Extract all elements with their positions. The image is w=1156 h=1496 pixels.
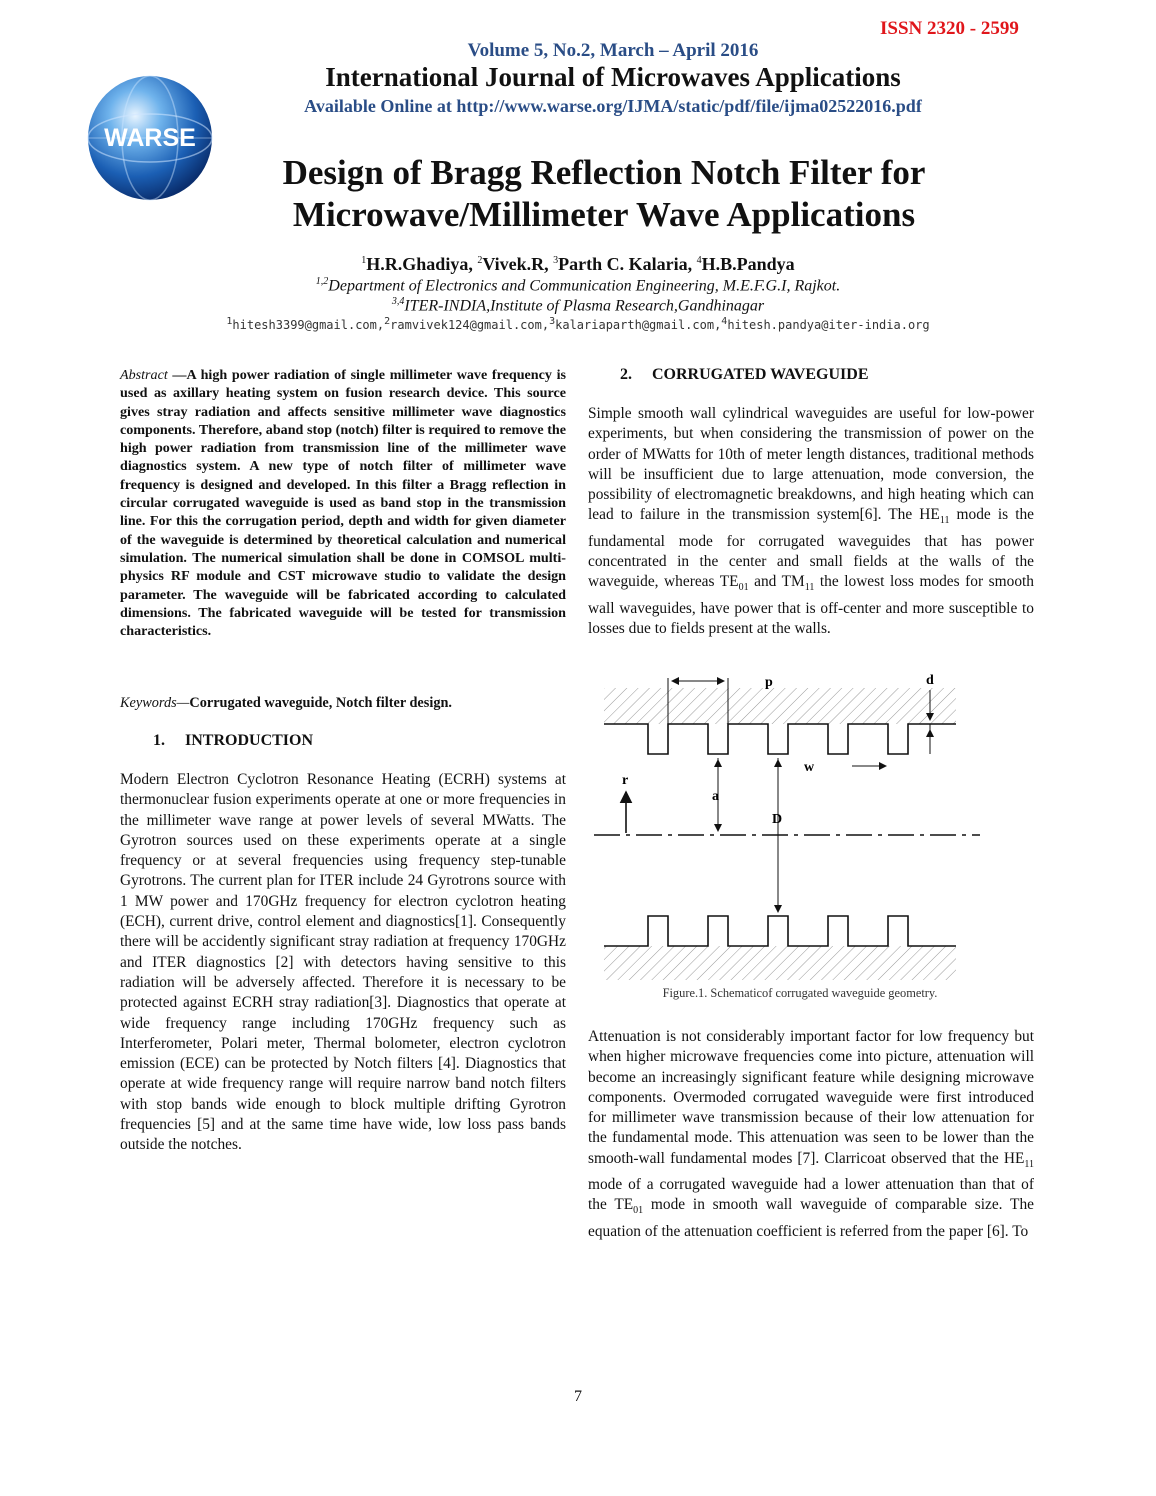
keywords-text: Corrugated waveguide, Notch filter design. <box>189 695 452 711</box>
section-heading-corrugated-waveguide: 2. CORRUGATED WAVEGUIDE <box>620 366 869 383</box>
affiliation-1: $^{1,2}$Department of Electronics and Communication Engineering, M.E.F.G.I, Rajkot. <box>315 276 841 295</box>
keywords <box>120 695 566 712</box>
corrugated-waveguide-figure <box>590 668 985 980</box>
author-4: H.B.Pandya <box>701 254 795 274</box>
section-heading-introduction: 1. INTRODUCTION <box>153 732 314 749</box>
label-w: w <box>804 760 815 775</box>
title-line-2: Microwave/Millimeter Wave Applications <box>292 195 916 234</box>
volume-info: Volume 5, No.2, March – April 2016 <box>467 40 759 61</box>
label-r: r <box>622 773 629 788</box>
author-1: H.R.Ghadiya, <box>366 254 478 274</box>
corrugated-waveguide-text: Simple smooth wall cylindrical waveguides are useful for low-power experiments, but when considering the transmission of power on the order of MWatts for 10th of meter length distances, traditional methods will be insufficient due to large attenuation, mode conversion, the possibility of electromagnetic breakdowns, and high heating which can lead to failure in the transmission system[6]. The $HE_{11}$ mode is the fundamental mode for corrugated waveguides that has power concentrated in the center and small fields at the walls of the waveguide, whereas $TE_{01}$ and $TM_{11}$ the lowest loss modes for smooth wall waveguides, have power that is off-center and more susceptible to losses due to fields present at the walls. <box>588 405 1034 638</box>
author-emails: $^1$hitesh3399@gmail.com,$^2$ramvivek124@gmail.com,$^3$kalariaparth@gmail.com,$^4$hitesh.pandya@iter-india.org <box>226 316 930 332</box>
page-number: 7 <box>574 1388 582 1405</box>
abstract-label: Abstract <box>120 367 168 383</box>
introduction-text: Modern Electron Cyclotron Resonance Heating (ECRH) systems at thermonuclear fusion experiments operate at one or more frequencies in the millimeter wave range at power levels of several MWatts. The Gyrotron sources used on these experiments operate at a single frequency or at several frequencies using frequency step-tunable Gyrotrons. The current plan for ITER include 24 Gyrotrons source with 1 MW power and 170GHz frequency for electron cyclotron heating (ECH), current drive, control element and diagnostics[1]. Consequently there will be accidently significant stray radiation at frequency 170GHz and ITER diagnostics [2] with detectors having sensitive to this radiation will be adversely affected. Therefore it is necessary to be protected against ECRH stray radiation[3]. Diagnostics that operate at wide frequency range including 170GHz frequency such as Interferometer, Polari meter, Thermal bolometer, electron cyclotron emission (ECE) can be protected by Notch filters [4]. Diagnostics that operate at wide frequency range will require narrow band notch filters with stop bands wide enough to block multiple drifting Gyrotron frequencies [5] and at the same time have wide, low loss pass bands outside the notches. <box>120 771 566 1154</box>
issn: ISSN 2320 - 2599 <box>880 18 1019 39</box>
abstract-text: —A high power radiation of single millimeter wave frequency is used as axillary heating system on fusion research device. This source gives stray radiation and affects sensitive millimeter wave diagnostics components. Therefore, aband stop (notch) filter is required to remove the high power radiation from transmission line of the millimeter wave diagnostics system. A new type of notch filter of millimeter wave frequency is designed and developed. In this filter a Bragg reflection in circular corrugated waveguide is used as band stop in the transmission line. For this the corrugation period, depth and width for given diameter of the waveguide is determined by theoretical calculation and numerical simulation. The numerical simulation shall be done in COMSOL multi-physics RF module and CST microwave studio to validate the design parameter. The waveguide will be fabricated according to calculated dimensions. The fabricated waveguide will be tested for transmission characteristics. <box>120 367 566 640</box>
email-3: kalariaparth@gmail.com, <box>555 318 722 332</box>
email-1: hitesh3399@gmail.com, <box>232 318 385 332</box>
email-4: hitesh.pandya@iter-india.org <box>727 318 930 332</box>
author-4-sup: 4 <box>696 255 702 266</box>
author-3: Parth C. Kalaria, <box>558 254 697 274</box>
authors <box>0 254 1156 275</box>
lower-wall-hatch <box>604 946 956 980</box>
author-3-sup: 3 <box>553 255 559 266</box>
author-1-sup: 1 <box>361 255 367 266</box>
paper-title <box>0 152 1156 236</box>
attenuation-text: Attenuation is not considerably important factor for low frequency but when higher microwave frequencies come into picture, attenuation will become an increasingly significant feature while designing microwave components. Overmoded corrugated waveguide were first introduced for millimeter wave transmission because of their low attenuation for the fundamental mode. This attenuation was seen to be lower than the smooth-wall fundamental modes [7]. Clarricoat observed that the $HE_{11}$ mode of a corrugated waveguide had a lower attenuation than that of the $TE_{01}$ mode in smooth wall waveguide of comparable size. The equation of the attenuation coefficient is referred from the paper [6]. To <box>588 1028 1034 1240</box>
label-p: p <box>765 675 773 690</box>
upper-wall-hatch <box>604 688 956 724</box>
title-line-1: Design of Bragg Reflection Notch Filter for <box>282 153 926 192</box>
label-a: a <box>712 789 719 804</box>
label-d: d <box>926 673 934 688</box>
journal-name: International Journal of Microwaves Applications <box>325 62 901 92</box>
abstract <box>120 366 566 640</box>
figure-caption: Figure.1. Schematicof corrugated waveguide geometry. <box>662 986 938 1000</box>
affiliation-2: $^{3,4}$ITER-INDIA,Institute of Plasma Research,Gandhinagar <box>391 296 765 315</box>
lower-corrugation-profile <box>604 916 956 946</box>
email-2: ramvivek124@gmail.com, <box>390 318 550 332</box>
upper-corrugation-profile <box>604 724 956 754</box>
label-D: D <box>772 812 783 827</box>
author-2: Vivek.R, <box>482 254 554 274</box>
logo-text: WARSE <box>104 124 196 152</box>
available-online-link[interactable]: Available Online at http://www.warse.org/IJMA/static/pdf/file/ijma02522016.pdf <box>304 96 922 116</box>
author-2-sup: 2 <box>477 255 483 266</box>
keywords-label: Keywords— <box>120 695 190 711</box>
